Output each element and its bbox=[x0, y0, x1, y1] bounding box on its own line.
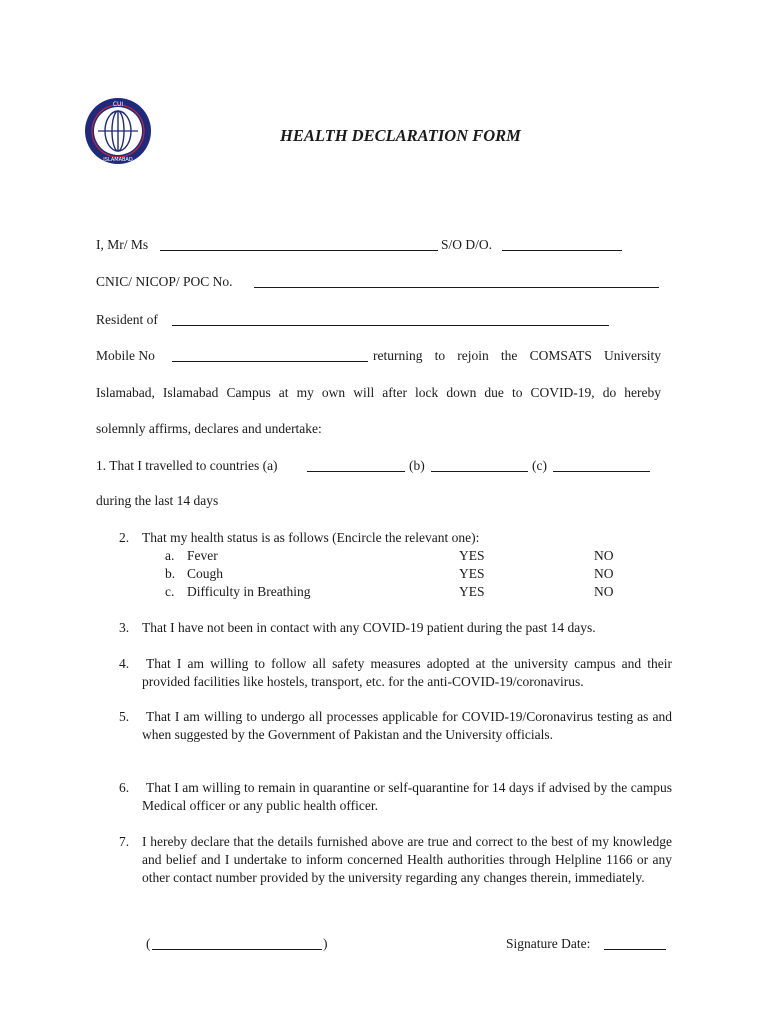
item-number: 5. bbox=[119, 709, 130, 724]
fever-no-option[interactable]: NO bbox=[594, 548, 614, 563]
item-number: 4. bbox=[119, 656, 130, 671]
name-field[interactable] bbox=[160, 250, 438, 251]
resident-label: Resident of bbox=[96, 312, 158, 327]
safety-declaration: That I am willing to follow all safety measures adopted at the university campus and their provided facilities like hostels, transport, etc. for the anti-COVID-19/coronavirus. bbox=[142, 656, 672, 689]
cnic-field[interactable] bbox=[254, 287, 659, 288]
travel-country-c[interactable] bbox=[553, 471, 650, 472]
symptom-letter: c. bbox=[165, 584, 175, 599]
mobile-text-2: Islamabad, Islamabad Campus at my own will after lock down due to COVID-19, do hereby bbox=[96, 385, 661, 400]
logo-bottom-text: ISLAMABAD bbox=[103, 157, 133, 163]
travel-country-a[interactable] bbox=[307, 471, 405, 472]
cough-yes-option[interactable]: YES bbox=[459, 566, 485, 581]
resident-field[interactable] bbox=[172, 325, 609, 326]
name-open-paren: ( bbox=[146, 936, 151, 951]
item-number: 2. bbox=[119, 530, 130, 545]
cough-no-option[interactable]: NO bbox=[594, 566, 614, 581]
travel-text: 1. That I travelled to countries (a) bbox=[96, 458, 278, 473]
item-number: 6. bbox=[119, 780, 130, 795]
final-declaration: I hereby declare that the details furnished above are true and correct to the best of my knowledge and belief and I undertake to inform concerned Health authorities through Helpline 1166 or any other contact number provided by the university regarding any changes therein, immediately. bbox=[142, 834, 672, 885]
travel-tail: during the last 14 days bbox=[96, 493, 219, 508]
signature-date-label: Signature Date: bbox=[506, 936, 591, 951]
form-title: HEALTH DECLARATION FORM bbox=[280, 126, 521, 145]
travel-country-b[interactable] bbox=[431, 471, 528, 472]
mobile-text-1: returning to rejoin the COMSATS University bbox=[373, 348, 661, 363]
symptom-fever: Fever bbox=[187, 548, 218, 563]
travel-c-label: (c) bbox=[532, 458, 547, 473]
cnic-label: CNIC/ NICOP/ POC No. bbox=[96, 274, 233, 289]
mobile-field[interactable] bbox=[172, 361, 368, 362]
testing-declaration: That I am willing to undergo all processes applicable for COVID-19/Coronavirus testing as and when suggested by the Government of Pakistan and the University officials. bbox=[142, 709, 672, 742]
quarantine-declaration: That I am willing to remain in quarantine or self-quarantine for 14 days if advised by the campus Medical officer or any public health officer. bbox=[142, 780, 672, 813]
symptom-cough: Cough bbox=[187, 566, 224, 581]
mobile-label: Mobile No bbox=[96, 348, 155, 363]
name-label: I, Mr/ Ms bbox=[96, 237, 149, 252]
name-close-paren: ) bbox=[323, 936, 328, 951]
breathing-yes-option[interactable]: YES bbox=[459, 584, 485, 599]
symptom-letter: b. bbox=[165, 566, 176, 581]
health-status-text: That my health status is as follows (Encircle the relevant one): bbox=[142, 530, 480, 545]
symptom-letter: a. bbox=[165, 548, 175, 563]
mobile-text-3: solemnly affirms, declares and undertake: bbox=[96, 421, 322, 436]
travel-b-label: (b) bbox=[409, 458, 425, 473]
signature-date-field[interactable] bbox=[604, 949, 666, 950]
so-do-field[interactable] bbox=[502, 250, 622, 251]
breathing-no-option[interactable]: NO bbox=[594, 584, 614, 599]
contact-declaration: That I have not been in contact with any COVID-19 patient during the past 14 days. bbox=[142, 620, 596, 635]
item-number: 3. bbox=[119, 620, 130, 635]
symptom-breathing: Difficulty in Breathing bbox=[187, 584, 311, 599]
fever-yes-option[interactable]: YES bbox=[459, 548, 485, 563]
signatory-name-field[interactable] bbox=[152, 949, 322, 950]
logo-top-text: CUI bbox=[112, 101, 124, 108]
item-number: 7. bbox=[119, 834, 130, 849]
university-logo bbox=[84, 97, 152, 165]
so-do-label: S/O D/O. bbox=[441, 237, 493, 252]
